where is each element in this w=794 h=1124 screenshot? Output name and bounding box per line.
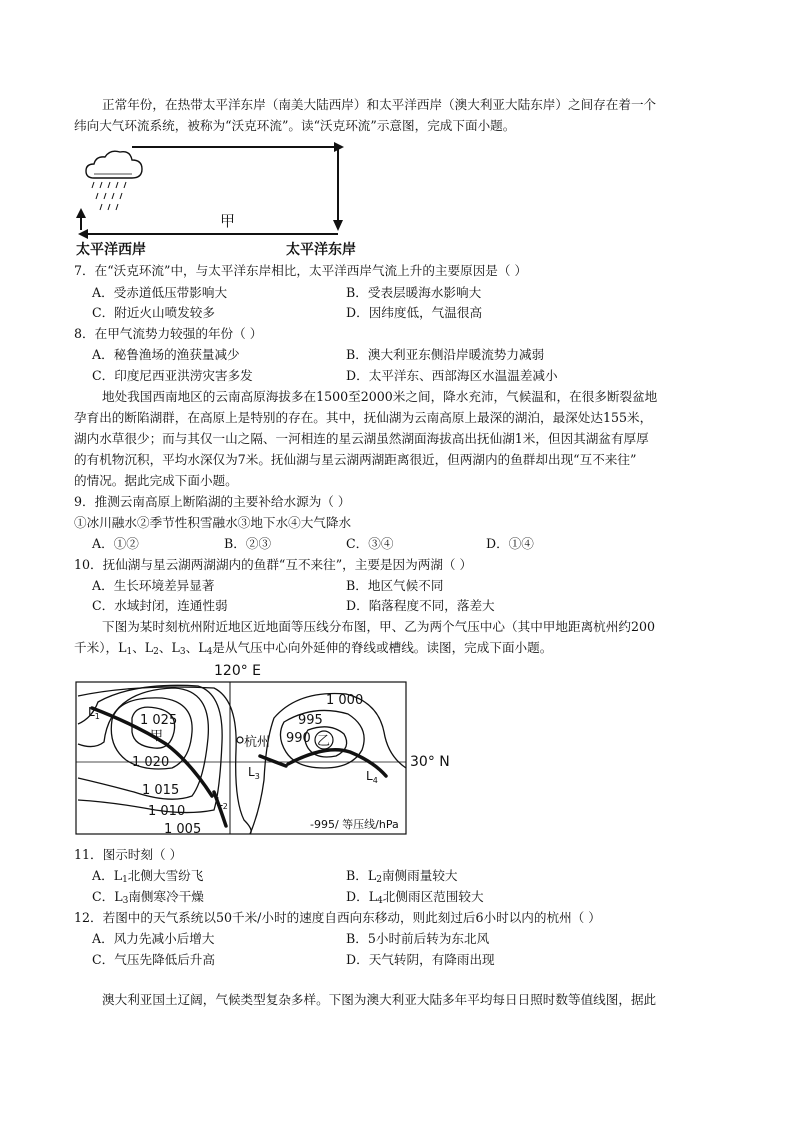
- passage2-line3: 湖内水草很少；而与其仅一山之隔、一河相连的星云湖虽然湖面海拔高出抚仙湖1米，但因其湖盆有厚厚: [74, 431, 649, 446]
- iso-label-1025: 1 025: [140, 713, 178, 728]
- passage3-line2: 千米），$L_1$、$L_2$、$L_3$、$L_4$是从气压中心向外延伸的脊线或槽线。读图，完成下面小题。: [74, 640, 553, 657]
- svg-text:L4: $L_4$: [366, 769, 378, 785]
- q8-stem: 8．在甲气流势力较强的年份（ ）: [74, 326, 263, 341]
- q9-option-d[interactable]: D．①④: [486, 536, 534, 551]
- q12-option-c[interactable]: C．气压先降低后升高: [92, 952, 215, 967]
- walker-west-label: 太平洋西岸: [76, 242, 146, 258]
- q8-option-b[interactable]: B．澳大利亚东侧沿岸暖流势力减弱: [346, 347, 545, 362]
- q7-option-b[interactable]: B．受表层暖海水影响大: [346, 285, 482, 300]
- q10-option-a[interactable]: A．生长环境差异显著: [92, 578, 215, 593]
- svg-text:L2: $L_2$: [216, 795, 228, 811]
- q12-option-d[interactable]: D．天气转阴，有降雨出现: [346, 952, 495, 967]
- passage1-line1: 正常年份，在热带太平洋东岸（南美大陆西岸）和太平洋西岸（澳大利亚大陆东岸）之间存在着一个: [102, 97, 657, 112]
- passage2-line4: 的有机物沉积，平均水深仅为7米。抚仙湖与星云湖两湖距离很近，但两湖内的鱼群却出现“互不来往”: [74, 452, 637, 467]
- q10-option-c[interactable]: C．水域封闭，连通性弱: [92, 598, 228, 613]
- q8-option-d[interactable]: D．太平洋东、西部海区水温温差减小: [346, 368, 558, 383]
- walker-east-label: 太平洋东岸: [286, 242, 356, 258]
- walker-center-label: 甲: [220, 212, 236, 230]
- q11-stem: 11．图示时刻（ ）: [74, 847, 183, 862]
- passage3-line1: 下图为某时刻杭州附近地区近地面等压线分布图，甲、乙为两个气压中心（其中甲地距离杭州约200: [102, 619, 655, 634]
- q7-option-d[interactable]: D．因纬度低，气温很高: [346, 305, 483, 320]
- l1-label: [88, 705, 100, 721]
- q12-option-a[interactable]: A．风力先减小后增大: [92, 931, 215, 946]
- l3-line: [260, 756, 286, 766]
- q9-option-c[interactable]: C．③④: [346, 536, 394, 551]
- hangzhou-label: 杭州: [244, 735, 271, 750]
- q11-option-c[interactable]: C．$L_3$南侧寒冷干燥: [92, 889, 204, 906]
- map-legend: -995/ 等压线/hPa: [310, 818, 399, 831]
- passage3-line2-start: 千米），L: [74, 640, 127, 655]
- q8-option-c[interactable]: C．印度尼西亚洪涝灾害多发: [92, 368, 253, 383]
- passage1-line2: 纬向大气环流系统，被称为“沃克环流”。读“沃克环流”示意图，完成下面小题。: [74, 118, 516, 133]
- isobar-map: [74, 660, 450, 840]
- q7-stem: 7．在“沃克环流”中，与太平洋东岸相比，太平洋西岸气流上升的主要原因是（ ）: [74, 263, 528, 278]
- passage3-line2-end: 是从气压中心向外延伸的脊线或槽线。读图，完成下面小题。: [212, 640, 553, 655]
- q9-choices: ①冰川融水②季节性积雪融水③地下水④大气降水: [74, 515, 352, 530]
- walker-circulation-diagram: [72, 138, 392, 258]
- isobar-1000: [250, 694, 406, 835]
- q10-stem: 10．抚仙湖与星云湖两湖湖内的鱼群“互不来往”，主要是因为两湖（ ）: [74, 557, 473, 572]
- q10-option-b[interactable]: B．地区气候不同: [346, 578, 444, 593]
- lat-label: 30° N: [410, 754, 450, 770]
- hangzhou-marker: [237, 737, 243, 743]
- q11-option-d[interactable]: D．$L_4$北侧雨区范围较大: [346, 889, 484, 906]
- l2-label: [216, 795, 228, 811]
- q8-option-a[interactable]: A．秘鲁渔场的渔获量减少: [92, 347, 240, 362]
- svg-text:L1: $L_1$: [88, 705, 100, 721]
- q9-option-a[interactable]: A．①②: [92, 536, 139, 551]
- l3-label: [248, 765, 260, 781]
- q11-option-b[interactable]: B．$L_2$南侧雨量较大: [346, 868, 458, 885]
- q9-stem: 9．推测云南高原上断陷湖的主要补给水源为（ ）: [74, 494, 351, 509]
- svg-text:乙: 乙: [317, 734, 331, 749]
- center-yi-label: [315, 731, 333, 749]
- q11-option-a[interactable]: A．$L_1$北侧大雪纷飞: [92, 868, 204, 885]
- rain-cloud-icon: [86, 151, 142, 210]
- passage2-line5: 的情况。据此完成下面小题。: [74, 473, 238, 488]
- passage2-line1: 地处我国西南地区的云南高原海拔多在1500至2000米之间，降水充沛，气候温和，在很多断裂盆地: [102, 389, 658, 404]
- svg-text:L3: $L_3$: [248, 765, 260, 781]
- lon-label: 120° E: [214, 663, 262, 679]
- q12-option-b[interactable]: B．5小时前后转为东北风: [346, 931, 490, 946]
- l4-label: [366, 769, 378, 785]
- iso-label-995: 995: [298, 713, 323, 728]
- passage4-line1: 澳大利亚国土辽阔，气候类型复杂多样。下图为澳大利亚大陆多年平均每日日照时数等值线图，据此: [102, 992, 657, 1007]
- q10-option-d[interactable]: D．陷落程度不同，落差大: [346, 598, 495, 613]
- q7-option-a[interactable]: A．受赤道低压带影响大: [92, 285, 228, 300]
- iso-label-1020: 1 020: [132, 755, 170, 770]
- iso-label-1000: 1 000: [326, 693, 364, 708]
- center-jia-label: 甲: [150, 729, 164, 744]
- q9-option-b[interactable]: B．②③: [224, 536, 272, 551]
- iso-label-990: 990: [286, 731, 311, 746]
- iso-label-1010: 1 010: [148, 804, 186, 819]
- iso-label-1005: 1 005: [164, 822, 202, 837]
- q12-stem: 12．若图中的天气系统以50千米/小时的速度自西向东移动，则此刻过后6小时以内的杭州（ ）: [74, 910, 601, 925]
- q7-option-c[interactable]: C．附近火山喷发较多: [92, 305, 215, 320]
- passage2-line2: 孕育出的断陷湖群，在高原上是特别的存在。其中，抚仙湖为云南高原上最深的湖泊，最深处达155米，: [74, 410, 653, 425]
- iso-label-1015: 1 015: [142, 783, 180, 798]
